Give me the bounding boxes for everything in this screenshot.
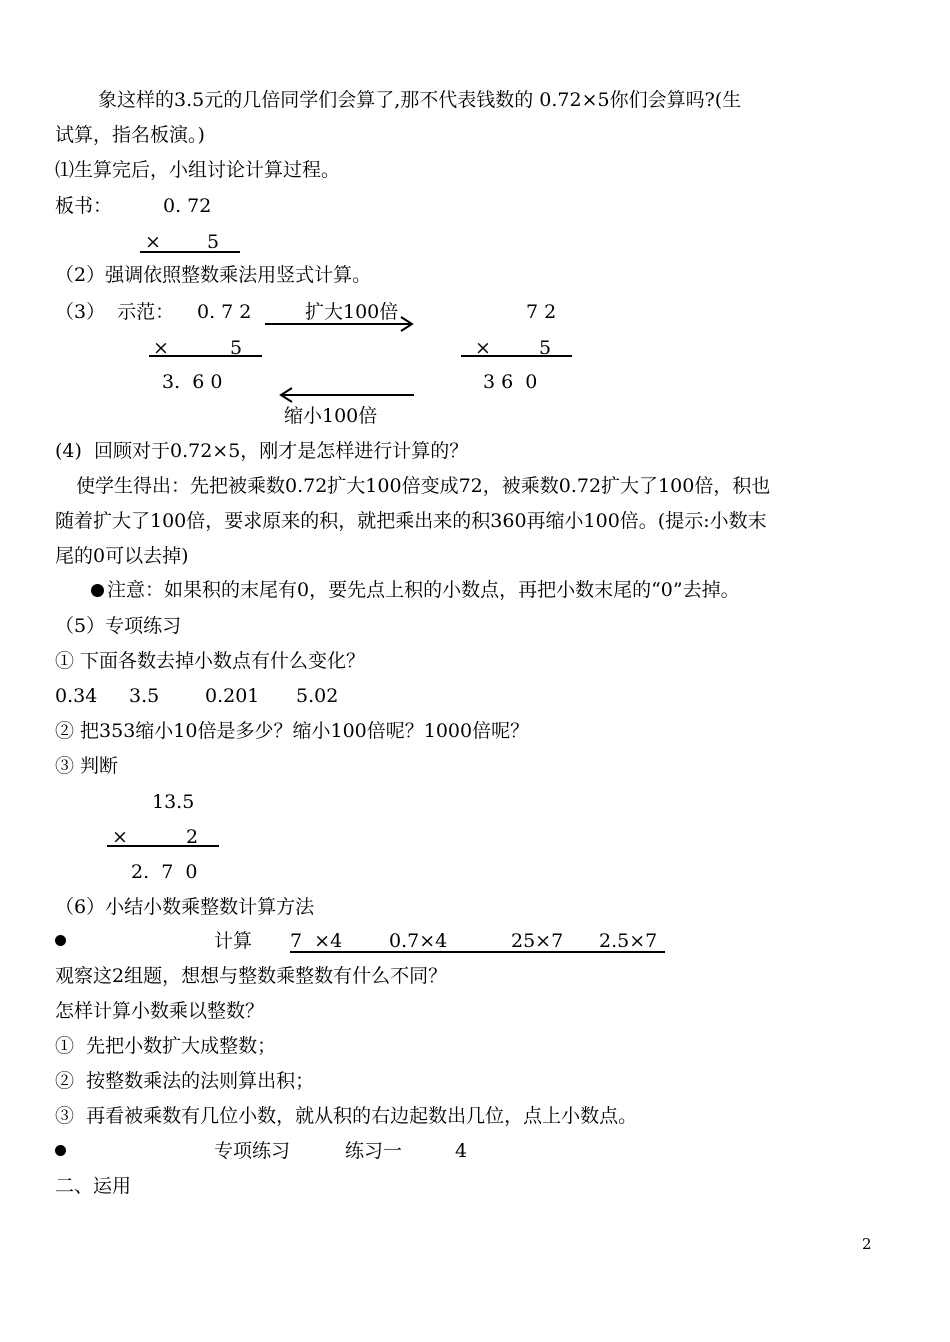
arrow-shrink-label: 缩小100倍 — [284, 405, 378, 427]
intro-line-2: 试算，指名板演。) — [55, 124, 205, 146]
exercise-3-rule — [107, 845, 219, 847]
calc-item: 2.5×7 — [599, 930, 658, 952]
exercise-1-number: 3.5 — [129, 685, 160, 707]
calc-label: 计算 — [214, 930, 253, 952]
conclusion-line-3: 尾的0可以去掉) — [55, 545, 189, 567]
demo-right-rule — [461, 355, 572, 357]
intro-line-1: 象这样的3.5元的几倍同学们会算了,那不代表钱数的 0.72×5你们会算吗?(生 — [98, 89, 742, 111]
conclusion-line-1: 使学生得出：先把被乘数0.72扩大100倍变成72，被乘数0.72扩大了100倍，积也 — [76, 475, 771, 497]
exercise-3-result: 2. 7 0 — [131, 861, 198, 883]
observe-question: 观察这2组题，想想与整数乘整数有什么不同？ — [55, 965, 448, 987]
conclusion-line-2: 随着扩大了100倍，要求原来的积，就把乘出来的积360再缩小100倍。(提示:小数末 — [55, 510, 767, 532]
note: 注意：如果积的末尾有0，要先点上积的小数点，再把小数末尾的“0”去掉。 — [107, 579, 740, 601]
board-label: 板书： — [55, 195, 113, 217]
arrow-expand-label: 扩大100倍 — [305, 301, 399, 323]
step-2: （2）强调依照整数乘法用竖式计算。 — [55, 264, 372, 286]
demo-left-top: 0. 7 2 — [197, 301, 252, 323]
demo-right-result: 3 6 0 — [483, 371, 538, 393]
exercise-1-number: 5.02 — [296, 685, 339, 707]
step-6: （6）小结小数乘整数计算方法 — [55, 896, 315, 918]
step-1: ⑴生算完后，小组讨论计算过程。 — [55, 159, 341, 181]
arrow-right-icon — [265, 316, 415, 332]
step-4: (4) 回顾对于0.72×5，刚才是怎样进行计算的？ — [55, 440, 469, 462]
rule-item: ② 按整数乘法的法则算出积； — [55, 1070, 315, 1092]
demo-left-multiplier: 5 — [230, 337, 243, 359]
practice-number: 4 — [455, 1140, 468, 1162]
how-question: 怎样计算小数乘以整数？ — [55, 1000, 265, 1022]
exercise-3-question: ③ 判断 — [55, 755, 119, 777]
calc-item: 0.7×4 — [389, 930, 448, 952]
bullet-icon — [91, 584, 104, 597]
practice-exercise: 练习一 — [345, 1140, 403, 1162]
demo-right-multiplier: 5 — [539, 337, 552, 359]
exercise-2: ② 把353缩小10倍是多少？缩小100倍呢？1000倍呢？ — [55, 720, 530, 742]
calc-item: 7 ×4 — [290, 930, 343, 952]
step-5: （5）专项练习 — [55, 615, 182, 637]
demo-right-top: 7 2 — [526, 301, 557, 323]
demo-right-multiply-sign: × — [475, 337, 491, 359]
arrow-left-icon — [280, 387, 416, 403]
demo-left-rule — [149, 355, 262, 357]
bullet-icon — [55, 1145, 66, 1156]
demo-left-multiply-sign: × — [153, 337, 169, 359]
exercise-1-number: 0.201 — [205, 685, 260, 707]
rule-item: ① 先把小数扩大成整数； — [55, 1035, 277, 1057]
exercise-1-number: 0.34 — [55, 685, 98, 707]
board-rule — [140, 251, 240, 253]
exercise-3-multiply-sign: × — [112, 826, 128, 848]
step-3-label: （3） 示范： — [55, 301, 175, 323]
section-heading: 二、运用 — [55, 1175, 132, 1197]
bullet-icon — [55, 935, 66, 946]
calc-item: 25×7 — [511, 930, 564, 952]
exercise-1-question: ① 下面各数去掉小数点有什么变化？ — [55, 650, 366, 672]
rule-item: ③ 再看被乘数有几位小数，就从积的右边起数出几位，点上小数点。 — [55, 1105, 638, 1127]
exercise-3-multiplier: 2 — [186, 826, 199, 848]
page-number: 2 — [862, 1235, 872, 1253]
board-multiplier: 5 — [207, 231, 220, 253]
exercise-3-top-number: 13.5 — [152, 791, 195, 813]
demo-left-result: 3. 6 0 — [162, 371, 223, 393]
practice-label: 专项练习 — [214, 1140, 291, 1162]
board-top-number: 0. 72 — [163, 195, 212, 217]
board-multiply-sign: × — [145, 231, 161, 253]
